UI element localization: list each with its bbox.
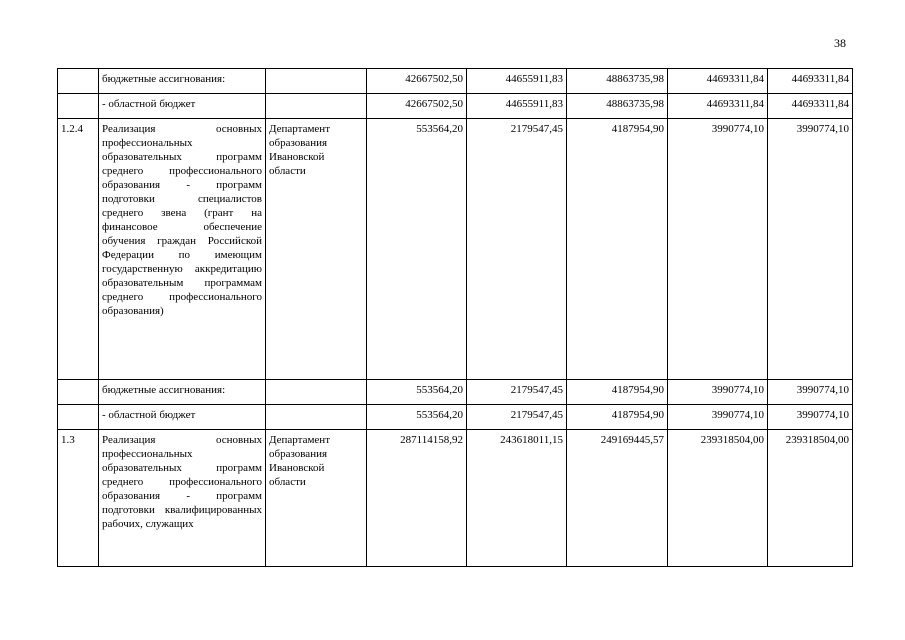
- value-cell: 249169445,57: [567, 430, 668, 567]
- row-name-cell: бюджетные ассигнования:: [99, 69, 266, 94]
- table-row: [58, 69, 853, 94]
- value-cell: 44693311,84: [668, 69, 768, 94]
- budget-table: [57, 68, 853, 567]
- row-executor-cell: [266, 94, 367, 119]
- value-cell: 3990774,10: [768, 405, 853, 430]
- row-name-cell: - областной бюджет: [99, 405, 266, 430]
- value-cell: 42667502,50: [367, 94, 467, 119]
- value-cell: 2179547,45: [467, 119, 567, 380]
- table-row: [58, 380, 853, 405]
- row-code-cell: 1.2.4: [58, 119, 99, 380]
- value-cell: 553564,20: [367, 380, 467, 405]
- value-cell: 48863735,98: [567, 69, 668, 94]
- row-code-cell: [58, 380, 99, 405]
- value-cell: 3990774,10: [668, 405, 768, 430]
- value-cell: 243618011,15: [467, 430, 567, 567]
- value-cell: 553564,20: [367, 119, 467, 380]
- row-code-cell: [58, 69, 99, 94]
- value-cell: 2179547,45: [467, 405, 567, 430]
- row-executor-cell: Департамент образования Ивановской области: [266, 119, 367, 380]
- row-code-cell: [58, 94, 99, 119]
- value-cell: 3990774,10: [668, 380, 768, 405]
- row-name-cell: - областной бюджет: [99, 94, 266, 119]
- row-name-cell: Реализация основных профессиональных образовательных программ среднего профессионального образования - программ подготовки квалифицированных рабочих, служащих: [99, 430, 266, 567]
- page-number: 38: [834, 36, 846, 50]
- value-cell: 239318504,00: [768, 430, 853, 567]
- value-cell: 44693311,84: [668, 94, 768, 119]
- value-cell: 44655911,83: [467, 94, 567, 119]
- value-cell: 2179547,45: [467, 380, 567, 405]
- row-executor-cell: Департамент образования Ивановской области: [266, 430, 367, 567]
- value-cell: 239318504,00: [668, 430, 768, 567]
- row-executor-cell: [266, 380, 367, 405]
- row-executor-cell: [266, 405, 367, 430]
- value-cell: 44693311,84: [768, 94, 853, 119]
- value-cell: 287114158,92: [367, 430, 467, 567]
- value-cell: 4187954,90: [567, 405, 668, 430]
- row-executor-cell: [266, 69, 367, 94]
- row-code-cell: [58, 405, 99, 430]
- value-cell: 44655911,83: [467, 69, 567, 94]
- table-row: [58, 405, 853, 430]
- table-row: [58, 94, 853, 119]
- row-name-cell: Реализация основных профессиональных образовательных программ среднего профессионального образования - программ подготовки специалистов среднего звена (грант на финансовое обеспечение обучения граждан Российской Федерации по имеющим государственную аккредитацию образовательным программам среднего профессионального образования): [99, 119, 266, 380]
- value-cell: 4187954,90: [567, 380, 668, 405]
- row-code-cell: 1.3: [58, 430, 99, 567]
- table-row: [58, 430, 853, 567]
- value-cell: 44693311,84: [768, 69, 853, 94]
- value-cell: 553564,20: [367, 405, 467, 430]
- table-row: [58, 119, 853, 380]
- value-cell: 3990774,10: [768, 380, 853, 405]
- row-name-cell: бюджетные ассигнования:: [99, 380, 266, 405]
- value-cell: 42667502,50: [367, 69, 467, 94]
- value-cell: 4187954,90: [567, 119, 668, 380]
- value-cell: 48863735,98: [567, 94, 668, 119]
- value-cell: 3990774,10: [668, 119, 768, 380]
- value-cell: 3990774,10: [768, 119, 853, 380]
